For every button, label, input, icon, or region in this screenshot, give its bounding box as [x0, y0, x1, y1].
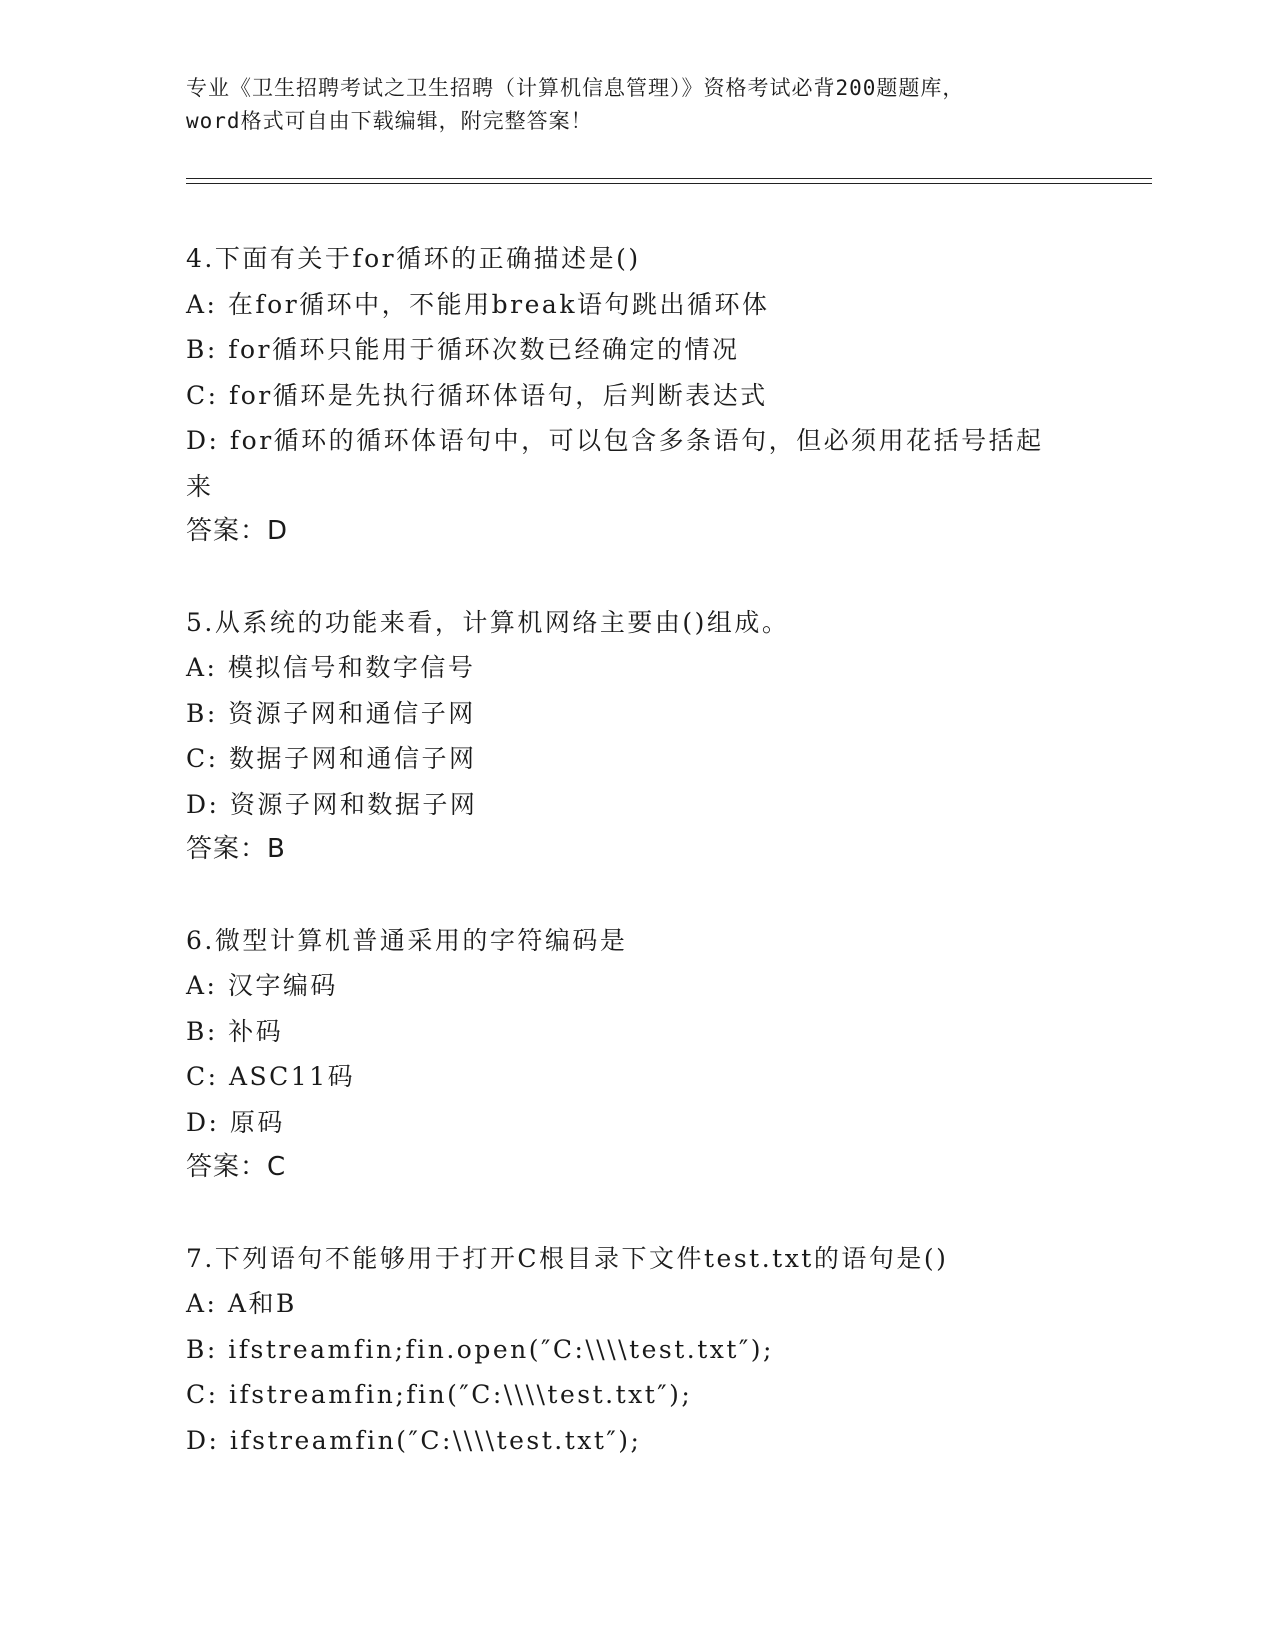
- option-c: C: for循环是先执行循环体语句，后判断表达式: [186, 380, 768, 410]
- question-5: [186, 600, 1086, 873]
- question-stem: 6.微型计算机普通采用的字符编码是: [186, 925, 628, 955]
- option-b: B: for循环只能用于循环次数已经确定的情况: [186, 335, 740, 364]
- question-7: [186, 1236, 1086, 1464]
- header-divider-top: [186, 178, 1152, 179]
- option-b: B: ifstreamfin;fin.open(″C:\\\\test.txt″);: [186, 1334, 774, 1364]
- option-b: B: 补码: [186, 1016, 284, 1046]
- question-stem: 7.下列语句不能够用于打开C根目录下文件test.txt的语句是(): [186, 1243, 949, 1273]
- answer: 答案：D: [186, 516, 289, 546]
- question-4: [186, 236, 1086, 555]
- option-a: A: A和B: [186, 1289, 297, 1318]
- option-d: D: ifstreamfin(″C:\\\\test.txt″);: [186, 1425, 642, 1455]
- header-divider-bottom: [186, 183, 1152, 184]
- option-a: A: 模拟信号和数字信号: [186, 653, 476, 682]
- document-header: [186, 72, 1086, 138]
- answer: 答案：C: [186, 1152, 287, 1182]
- option-d: D: 原码: [186, 1107, 285, 1137]
- question-stem: 4.下面有关于for循环的正确描述是(): [186, 244, 641, 273]
- option-c: C: ifstreamfin;fin(″C:\\\\test.txt″);: [186, 1380, 693, 1409]
- header-title-line-2: word格式可自由下载编辑，附完整答案！: [186, 109, 593, 133]
- question-stem: 5.从系统的功能来看，计算机网络主要由()组成。: [186, 607, 790, 637]
- answer: 答案：B: [186, 834, 286, 864]
- question-6: [186, 918, 1086, 1191]
- option-d: D: for循环的循环体语句中，可以包含多条语句，但必须用花括号括起来: [186, 426, 1044, 501]
- option-d: D: 资源子网和数据子网: [186, 789, 478, 819]
- question-list: [186, 236, 1086, 1508]
- option-a: A: 在for循环中，不能用break语句跳出循环体: [186, 289, 770, 319]
- header-title-line-1: 专业《卫生招聘考试之卫生招聘（计算机信息管理）》资格考试必背200题题库，: [186, 76, 965, 100]
- option-c: C: ASC11码: [186, 1062, 356, 1091]
- option-c: C: 数据子网和通信子网: [186, 744, 477, 773]
- option-a: A: 汉字编码: [186, 971, 338, 1000]
- option-b: B: 资源子网和通信子网: [186, 698, 476, 728]
